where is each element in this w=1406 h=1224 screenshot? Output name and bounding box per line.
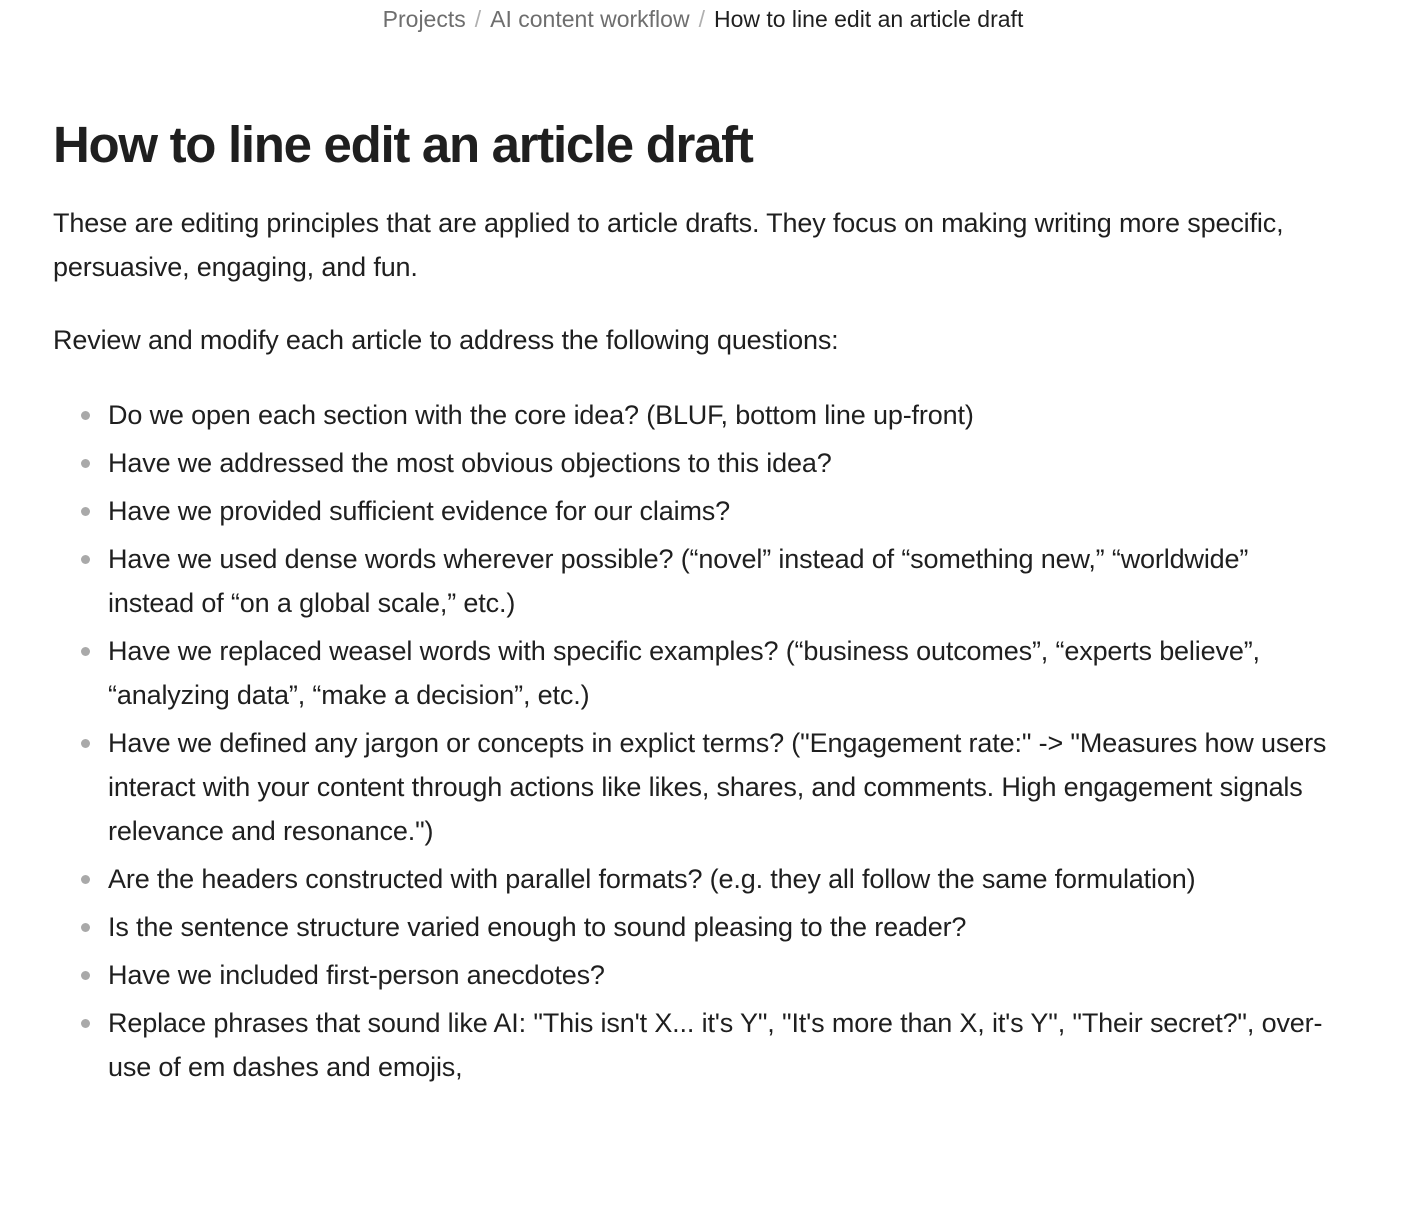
list-item-text: Replace phrases that sound like AI: "This isn't X... it's Y", "It's more than X, it's Y", "Their secret?", over-use of em dashes and emojis, (108, 1008, 1323, 1082)
bullet-icon (81, 923, 90, 932)
list-item (53, 537, 1338, 625)
list-item (53, 393, 1338, 437)
breadcrumb-link-projects[interactable]: Projects (382, 6, 466, 32)
bullet-icon (81, 739, 90, 748)
breadcrumb-current-page: How to line edit an article draft (713, 6, 1024, 32)
bullet-icon (81, 507, 90, 516)
breadcrumb-link-ai-content-workflow[interactable]: AI content workflow (490, 6, 690, 32)
bullet-icon (81, 555, 90, 564)
list-item-text: Are the headers constructed with parallel formats? (e.g. they all follow the same formulation) (108, 864, 1196, 894)
list-item (53, 1001, 1338, 1089)
bullet-icon (81, 875, 90, 884)
list-item (53, 629, 1338, 717)
bullet-icon (81, 411, 90, 420)
bullet-icon (81, 647, 90, 656)
breadcrumb-separator: / (474, 6, 482, 32)
list-item (53, 953, 1338, 997)
page-title: How to line edit an article draft (53, 116, 753, 173)
list-item-text: Do we open each section with the core idea? (BLUF, bottom line up-front) (108, 400, 974, 430)
article (53, 110, 1353, 1093)
list-item-text: Have we replaced weasel words with specific examples? (“business outcomes”, “experts believe”, “analyzing data”, “make a decision”, etc.) (108, 636, 1260, 710)
lead-paragraph: Review and modify each article to address the following questions: (53, 325, 839, 355)
list-item-text: Have we defined any jargon or concepts in explict terms? ("Engagement rate:" -> "Measures how users interact with your content through actions like likes, shares, and comments. High engagement signals relevance and resonance.") (108, 728, 1327, 846)
bullet-icon (81, 459, 90, 468)
list-item-text: Have we provided sufficient evidence for our claims? (108, 496, 731, 526)
breadcrumb (0, 4, 1406, 34)
breadcrumb-separator: / (698, 6, 705, 32)
list-item-text: Is the sentence structure varied enough to sound pleasing to the reader? (108, 912, 967, 942)
list-item (53, 489, 1338, 533)
list-item-text: Have we addressed the most obvious objections to this idea? (108, 448, 832, 478)
intro-paragraph: These are editing principles that are applied to article drafts. They focus on making writing more specific, persuasive, engaging, and fun. (53, 208, 1284, 282)
list-item (53, 441, 1338, 485)
list-item (53, 721, 1338, 853)
list-item-text: Have we used dense words wherever possible? (“novel” instead of “something new,” “worldwide” instead of “on a global scale,” etc.) (108, 544, 1249, 618)
bullet-icon (81, 1019, 90, 1028)
list-item (53, 857, 1338, 901)
list-item (53, 905, 1338, 949)
bullet-icon (81, 971, 90, 980)
questions-list (53, 393, 1338, 1089)
list-item-text: Have we included first-person anecdotes? (108, 960, 605, 990)
